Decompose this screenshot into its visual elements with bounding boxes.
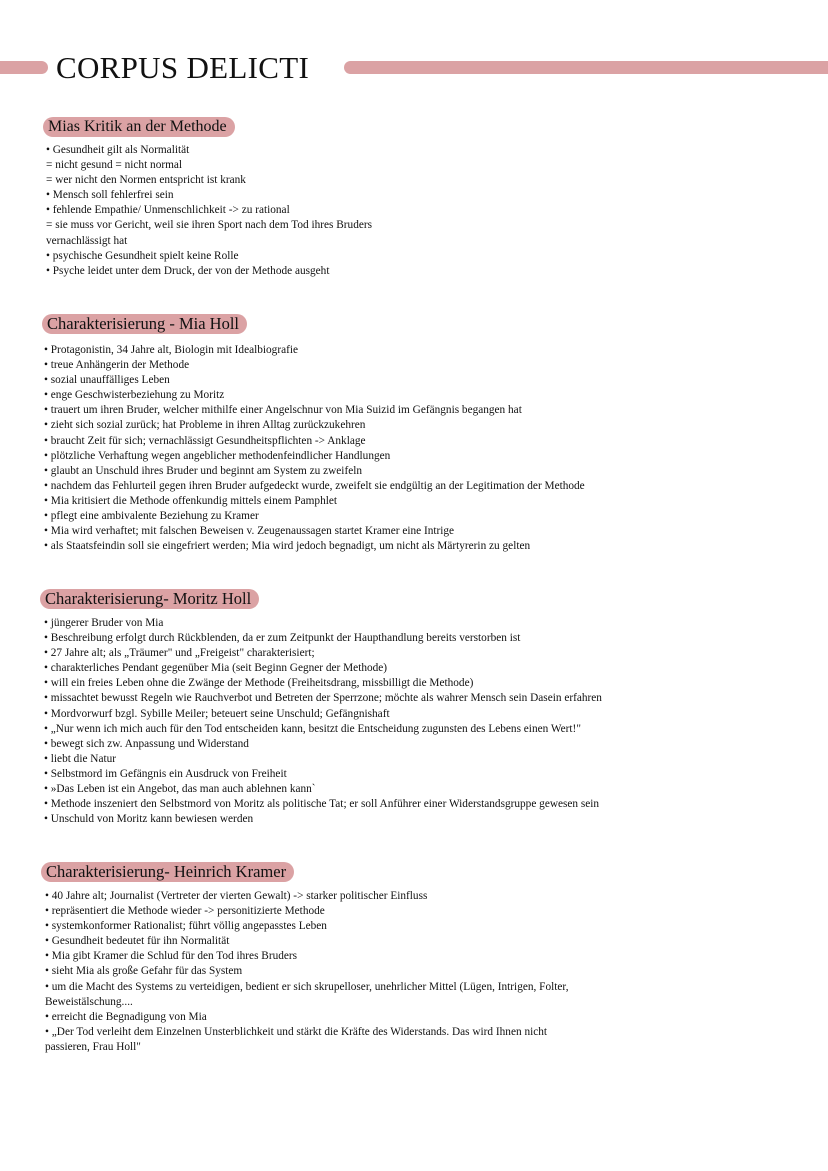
section-heading: Charakterisierung- Heinrich Kramer [41, 862, 294, 882]
list-item: • plötzliche Verhaftung wegen angeblicher methodenfeindlicher Handlungen [44, 449, 391, 462]
list-item: • bewegt sich zw. Anpassung und Widerstand [44, 737, 249, 750]
page-title: CORPUS DELICTI [56, 50, 310, 85]
bullet-list [44, 343, 585, 554]
list-item: • 40 Jahre alt; Journalist (Vertreter der vierten Gewalt) -> starker politischer Einfluss [45, 890, 428, 902]
list-item: • repräsentiert die Methode wieder -> personitizierte Methode [45, 905, 325, 918]
list-item: • glaubt an Unschuld ihres Bruder und beginnt am System zu zweifeln [44, 464, 363, 477]
list-item: • „Nur wenn ich mich auch für den Tod entscheiden kann, besitzt die Entscheidung zugunsten des Lebens einen Wert!" [44, 722, 581, 735]
list-item: • enge Geschwisterbeziehung zu Moritz [44, 389, 225, 402]
list-item: • treue Anhängerin der Methode [44, 359, 190, 372]
section-heading: Charakterisierung - Mia Holl [42, 314, 247, 334]
list-item: = sie muss vor Gericht, weil sie ihren Sport nach dem Tod ihres Bruders [46, 219, 373, 232]
list-item: • sieht Mia als große Gefahr für das System [45, 965, 243, 978]
list-item: • Methode inszeniert den Selbstmord von Moritz als politische Tat; er soll Anführer einer Widerstandsgruppe gewesen sein [44, 798, 600, 811]
bullet-list [45, 889, 569, 1055]
list-item: • um die Macht des Systems zu verteidigen, bedient er sich skrupelloser, unehrlicher Mittel (Lügen, Intrigen, Folter, [45, 980, 569, 993]
list-item: • Mordvorwurf bzgl. Sybille Meiler; beteuert seine Unschuld; Gefängnishaft [44, 707, 390, 720]
list-item: • liebt die Natur [44, 752, 117, 765]
title-bar-left [0, 61, 48, 74]
list-item: • fehlende Empathie/ Unmenschlichkeit -> zu rational [46, 204, 290, 217]
section-heading: Charakterisierung- Moritz Holl [40, 589, 259, 609]
list-item: • „Der Tod verleiht dem Einzelnen Unsterblichkeit und stärkt die Kräfte des Widerstands. Das wird Ihnen nicht [45, 1025, 548, 1038]
bullet-list [46, 143, 372, 279]
list-item: • psychische Gesundheit spielt keine Rolle [46, 249, 239, 262]
list-item: • Unschuld von Moritz kann bewiesen werden [44, 813, 254, 826]
list-item: • Gesundheit bedeutet für ihn Normalität [45, 935, 230, 948]
list-item: • Gesundheit gilt als Normalität [46, 144, 190, 156]
list-item: • Mia wird verhaftet; mit falschen Beweisen v. Zeugenaussagen startet Kramer eine Intrige [44, 525, 455, 538]
list-item: • Protagonistin, 34 Jahre alt, Biologin mit Idealbiografie [44, 344, 299, 356]
list-item: • Mensch soll fehlerfrei sein [46, 189, 174, 202]
list-item: • will ein freies Leben ohne die Zwänge der Methode (Freiheitsdrang, missbilligt die Methode) [44, 677, 474, 690]
list-item: • zieht sich sozial zurück; hat Probleme in ihren Alltag zurückzukehren [44, 419, 366, 432]
title-bar-right [344, 61, 828, 74]
list-item: = nicht gesund = nicht normal [46, 159, 183, 172]
list-item: • Selbstmord im Gefängnis ein Ausdruck von Freiheit [44, 767, 287, 780]
list-item: • Mia kritisiert die Methode offenkundig mittels einem Pamphlet [44, 494, 338, 507]
list-item: • nachdem das Fehlurteil gegen ihren Bruder aufgedeckt wurde, zweifelt sie endgültig an der Legitimation der Methode [44, 479, 585, 492]
list-item: • Mia gibt Kramer die Schlud für den Tod ihres Bruders [45, 950, 298, 963]
list-item: Beweistälschung.... [45, 995, 133, 1008]
list-item: • Beschreibung erfolgt durch Rückblenden, da er zum Zeitpunkt der Haupthandlung bereits verstorben ist [44, 632, 521, 645]
list-item: • pflegt eine ambivalente Beziehung zu Kramer [44, 510, 259, 523]
list-item: • Psyche leidet unter dem Druck, der von der Methode ausgeht [46, 264, 330, 277]
list-item: passieren, Frau Holl" [45, 1040, 141, 1053]
list-item: vernachlässigt hat [46, 234, 128, 247]
list-item: • »Das Leben ist ein Angebot, das man auch ablehnen kann` [44, 783, 316, 796]
list-item: = wer nicht den Normen entspricht ist krank [46, 174, 246, 187]
list-item: • erreicht die Begnadigung von Mia [45, 1010, 207, 1023]
bullet-list [44, 616, 602, 827]
list-item: • systemkonformer Rationalist; führt völlig angepasstes Leben [45, 920, 327, 933]
title-row [0, 52, 828, 88]
list-item: • 27 Jahre alt; als „Träumer" und „Freigeist" charakterisiert; [44, 647, 315, 660]
list-item: • charakterliches Pendant gegenüber Mia (seit Beginn Gegner der Methode) [44, 662, 388, 675]
list-item: • sozial unauffälliges Leben [44, 374, 170, 387]
section-heading: Mias Kritik an der Methode [43, 117, 235, 137]
list-item: • braucht Zeit für sich; vernachlässigt Gesundheitspflichten -> Anklage [44, 434, 366, 447]
list-item: • trauert um ihren Bruder, welcher mithilfe einer Angelschnur von Mia Suizid im Gefängnis begangen hat [44, 404, 522, 417]
list-item: • missachtet bewusst Regeln wie Rauchverbot und Betreten der Sperrzone; möchte als wahrer Mensch sein Dasein erfahren [44, 692, 602, 705]
list-item: • als Staatsfeindin soll sie eingefriert werden; Mia wird jedoch begnadigt, um nicht als Märtyrerin zu gelten [44, 540, 531, 553]
list-item: • jüngerer Bruder von Mia [44, 617, 164, 629]
